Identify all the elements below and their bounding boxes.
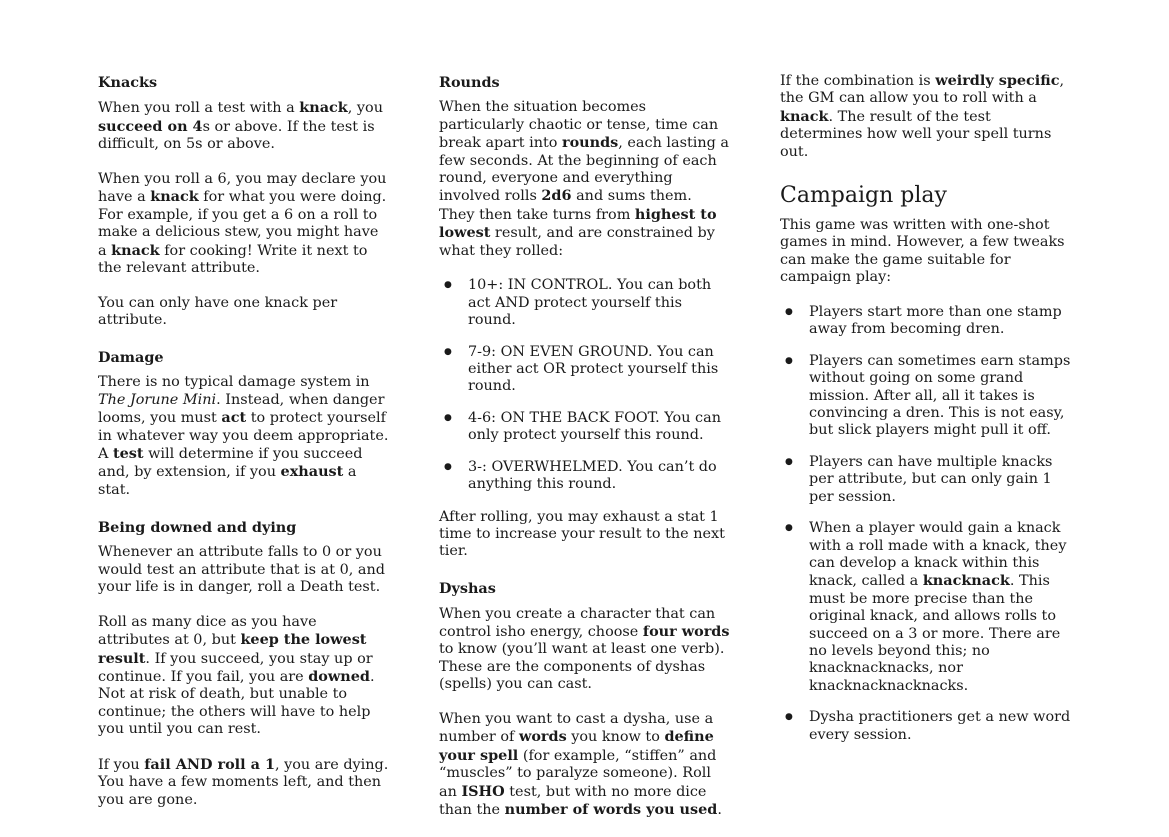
bold-term: ISHO	[461, 782, 505, 800]
knacks-paragraph-1: When you roll a test with a knack, you succeed on 4s or above. If the test is difficult, on 5s or above.	[98, 99, 383, 153]
bold-term: exhaust	[280, 463, 344, 481]
column-middle	[439, 72, 731, 837]
damage-heading: Damage	[98, 349, 164, 367]
campaign-paragraph: This game was written with one-shot games in mind. However, a few tweaks can make the game suitable for campaign play:	[780, 217, 1065, 286]
downed-paragraph-2: Roll as many dice as you have attributes at 0, but keep the lowest result. If you succeed, you stay up or continue. If you fail, you are downed. Not at risk of death, but unable to continue; the others will have to help you until you can rest.	[98, 613, 375, 738]
campaign-tweak-item: ● When a player would gain a knack with a roll made with a knack, they can develop a knack within this knack, called a knacknack. This must be more precise than the original knack, and allows rolls to succeed on a 3 or more. There are no levels beyond this; no knacknacknacks, nor knacknacknacknacks.	[780, 520, 1072, 695]
campaign-tweak-item: ● Players can sometimes earn stamps without going on some grand mission. After all, all it takes is convincing a dren. This is not easy, but slick players might pull it off.	[780, 353, 1072, 440]
bold-term: four words	[642, 622, 730, 640]
downed-heading: Being downed and dying	[98, 518, 297, 536]
damage-paragraph: There is no typical damage system in The Jorune Mini. Instead, when danger looms, you must act to protect yourself in whatever way you deem appropriate. A test will determine if you succeed and, by extension, if you exhaust a stat.	[98, 374, 389, 498]
knacks-heading: Knacks	[98, 74, 158, 91]
bold-term: rounds	[561, 134, 619, 152]
bold-term: number of words you used	[504, 800, 718, 818]
downed-paragraph-1: Whenever an attribute falls to 0 or you would test an attribute that is at 0, and your life is in danger, roll a Death test.	[98, 544, 385, 595]
bold-term: highest to lowest	[439, 205, 717, 242]
campaign-tweaks-list	[780, 304, 1072, 744]
bold-term: words	[518, 728, 567, 746]
dyshas-paragraph-2: When you want to cast a dysha, use a number of words you know to define your spell (for example, “stiffen” and “muscles” to paralyze someone). Roll an ISHO test, but with no more dice than the number of words you used.	[439, 710, 722, 818]
rounds-tier-item: ● 10+: IN CONTROL. You can both act AND protect yourself this round.	[439, 277, 731, 329]
bold-term: succeed on 4	[98, 117, 203, 135]
bold-term: test	[112, 445, 144, 463]
rounds-tier-item: ● 4-6: ON THE BACK FOOT. You can only protect yourself this round.	[439, 410, 731, 445]
column-right	[780, 72, 1072, 759]
knacks-paragraph-3: You can only have one knack per attribute.	[98, 294, 338, 329]
bold-term: downed	[308, 667, 370, 685]
bold-term: knack	[150, 188, 199, 206]
bold-term: 2d6	[541, 187, 572, 205]
campaign-tweak-item: ● Players start more than one stamp away from becoming dren.	[780, 304, 1072, 339]
campaign-tweak-item: ● Players can have multiple knacks per attribute, but can only gain 1 per session.	[780, 454, 1072, 506]
bold-term: fail AND roll a 1	[144, 755, 275, 773]
campaign-play-heading: Campaign play	[780, 183, 947, 209]
campaign-tweak-item: ● Dysha practitioners get a new word every session.	[780, 709, 1072, 744]
rounds-paragraph-2: After rolling, you may exhaust a stat 1 time to increase your result to the next tier.	[439, 508, 725, 560]
combination-paragraph: If the combination is weirdly specific, the GM can allow you to roll with a knack. The result of the test determines how well your spell turns out.	[780, 72, 1065, 160]
dyshas-heading: Dyshas	[439, 580, 496, 598]
bold-term: define your spell	[439, 728, 714, 764]
knacks-paragraph-2: When you roll a 6, you may declare you have a knack for what you were doing. For example, if you get a 6 on a roll to make a delicious stew, you might have a knack for cooking! Write it next to the relevant attribute.	[98, 171, 387, 277]
bold-term: weirdly specific	[935, 72, 1060, 89]
bold-term: act	[221, 409, 247, 427]
bold-term: keep the lowest result	[98, 631, 367, 667]
rounds-heading: Rounds	[439, 74, 500, 91]
bold-term: knacknack	[922, 572, 1010, 590]
italic-title: The Jorune Mini	[98, 391, 217, 408]
rounds-paragraph-1: When the situation becomes particularly chaotic or tense, time can break apart into rounds, each lasting a few seconds. At the beginning of each round, everyone and everything involved rolls 2d6 and sums them. They then take turns from highest to lowest result, and are constrained by what they rolled:	[439, 99, 729, 259]
dyshas-paragraph-1: When you create a character that can control isho energy, choose four words to know (you’ll want at least one verb). These are the components of dyshas (spells) you can cast.	[439, 605, 730, 693]
column-left	[98, 72, 390, 827]
rounds-tier-list	[439, 277, 731, 493]
downed-paragraph-3: If you fail AND roll a 1, you are dying. You have a few moments left, and then you are gone.	[98, 755, 389, 808]
rounds-tier-item: ● 7-9: ON EVEN GROUND. You can either act OR protect yourself this round.	[439, 344, 731, 396]
bold-term: knack	[780, 107, 829, 125]
rounds-tier-item: ● 3-: OVERWHELMED. You can’t do anything this round.	[439, 459, 731, 494]
bold-term: knack	[111, 241, 160, 259]
bold-term: knack	[299, 99, 348, 117]
